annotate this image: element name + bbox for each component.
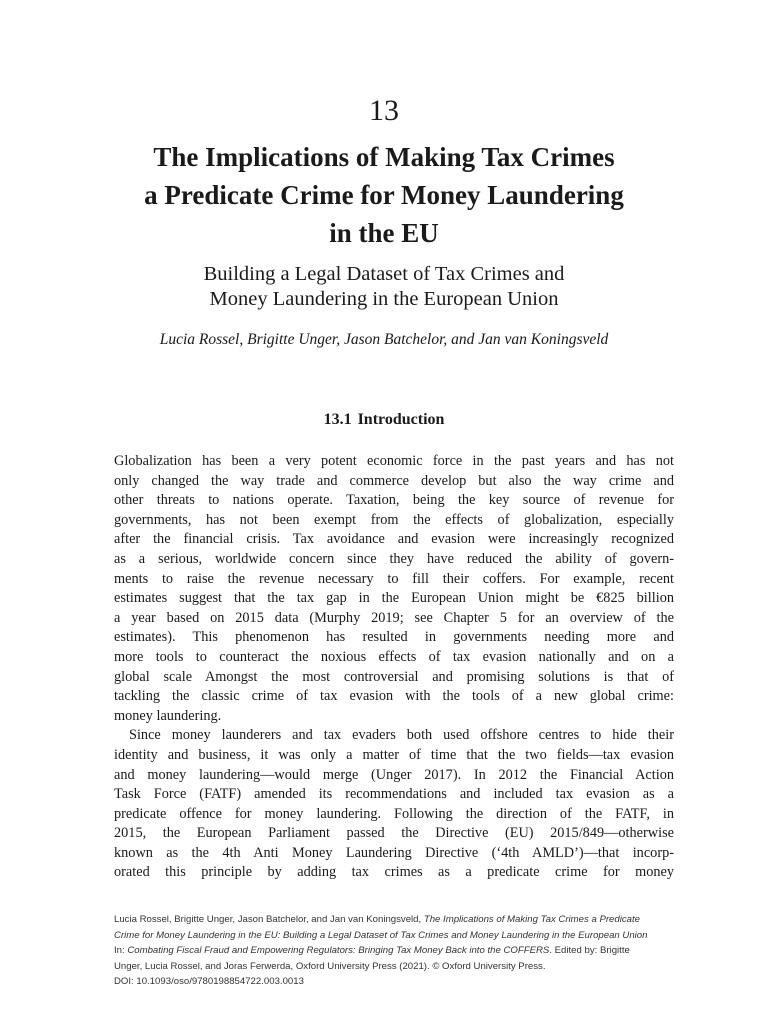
chapter-subtitle xyxy=(84,262,684,312)
chapter-subtitle-line: Money Laundering in the European Union xyxy=(209,288,559,310)
body-line: known as the 4th Anti Money Laundering Directive (‘4th AMLD’)—that incorp- xyxy=(114,844,674,861)
footer-in-label: In: xyxy=(114,945,128,957)
body-line: a year based on 2015 data (Murphy 2019; see Chapter 5 for an overview of the xyxy=(114,609,674,626)
footer-authors: Lucia Rossel, Brigitte Unger, Jason Batchelor, and Jan van Koningsveld, xyxy=(114,914,424,925)
body-line: estimates). This phenomenon has resulted in governments needing more and xyxy=(114,629,674,646)
body-line: ments to raise the revenue necessary to fill their coffers. For example, recent xyxy=(114,570,674,587)
footer-book-title: Combating Fiscal Fraud and Empowering Regulators: Bringing Tax Money Back into the COFFERS xyxy=(127,945,550,957)
citation-footer xyxy=(114,912,684,990)
body-line: other threats to nations operate. Taxation, being the key source of revenue for xyxy=(114,492,674,509)
body-line: and money laundering—would merge (Unger 2017). In 2012 the Financial Action xyxy=(114,766,674,783)
chapter-title-line: in the EU xyxy=(329,218,439,248)
body-line: predicate offence for money laundering. Following the direction of the FATF, in xyxy=(114,805,674,822)
body-line: after the financial crisis. Tax avoidance and evasion were increasingly recognized xyxy=(114,531,674,548)
body-line: Since money launderers and tax evaders both used offshore centres to hide their xyxy=(129,727,674,744)
body-line: more tools to counteract the noxious effects of tax evasion nationally and on a xyxy=(114,648,674,665)
footer-editors-publisher: Unger, Lucia Rossel, and Joras Ferwerda, Oxford University Press (2021). © Oxford University Press. xyxy=(114,960,546,972)
body-text xyxy=(114,452,674,883)
footer-edited-by: . Edited by: Brigitte xyxy=(549,945,630,957)
chapter-subtitle-line: Building a Legal Dataset of Tax Crimes and xyxy=(203,263,565,285)
chapter-authors: Lucia Rossel, Brigitte Unger, Jason Batchelor, and Jan van Koningsveld xyxy=(159,331,609,348)
chapter-number: 13 xyxy=(369,94,399,127)
footer-line xyxy=(114,943,684,959)
body-line: Globalization has been a very potent economic force in the past years and has not xyxy=(114,453,674,469)
body-line: as a serious, worldwide concern since they have reduced the ability of govern- xyxy=(114,550,674,567)
body-line: tackling the classic crime of tax evasion with the tools of a new global crime: xyxy=(114,688,674,705)
footer-doi: DOI: 10.1093/oso/9780198854722.003.0013 xyxy=(114,976,304,988)
footer-chapter-title: The Implications of Making Tax Crimes a Predicate xyxy=(423,914,640,925)
footer-line xyxy=(114,912,684,928)
body-line: identity and business, it was only a matter of time that the two fields—tax evasion xyxy=(114,746,674,763)
body-line: global scale Amongst the most controversial and promising solutions is that of xyxy=(114,668,674,685)
body-line: only changed the way trade and commerce develop but also the way crime and xyxy=(114,472,674,489)
body-line: money laundering. xyxy=(114,707,222,724)
section-heading xyxy=(0,410,768,430)
body-line: orated this principle by adding tax crimes as a predicate crime for money xyxy=(114,864,674,881)
body-line: estimates suggest that the tax gap in the European Union might be €825 billion xyxy=(114,590,674,607)
body-line: Task Force (FATF) amended its recommendations and included tax evasion as a xyxy=(114,786,674,803)
body-line: 2015, the European Parliament passed the Directive (EU) 2015/849—otherwise xyxy=(114,825,674,842)
section-title: Introduction xyxy=(357,411,445,428)
section-number: 13.1 xyxy=(323,411,352,428)
chapter-title-line: The Implications of Making Tax Crimes xyxy=(153,142,615,172)
chapter-title-line: a Predicate Crime for Money Laundering xyxy=(144,180,624,210)
footer-chapter-title-cont: Crime for Money Laundering in the EU: Building a Legal Dataset of Tax Crimes and Money Laundering in the European Union xyxy=(114,929,648,941)
chapter-title xyxy=(84,138,684,252)
body-line: governments, has not been exempt from the effects of globalization, especially xyxy=(114,511,674,528)
